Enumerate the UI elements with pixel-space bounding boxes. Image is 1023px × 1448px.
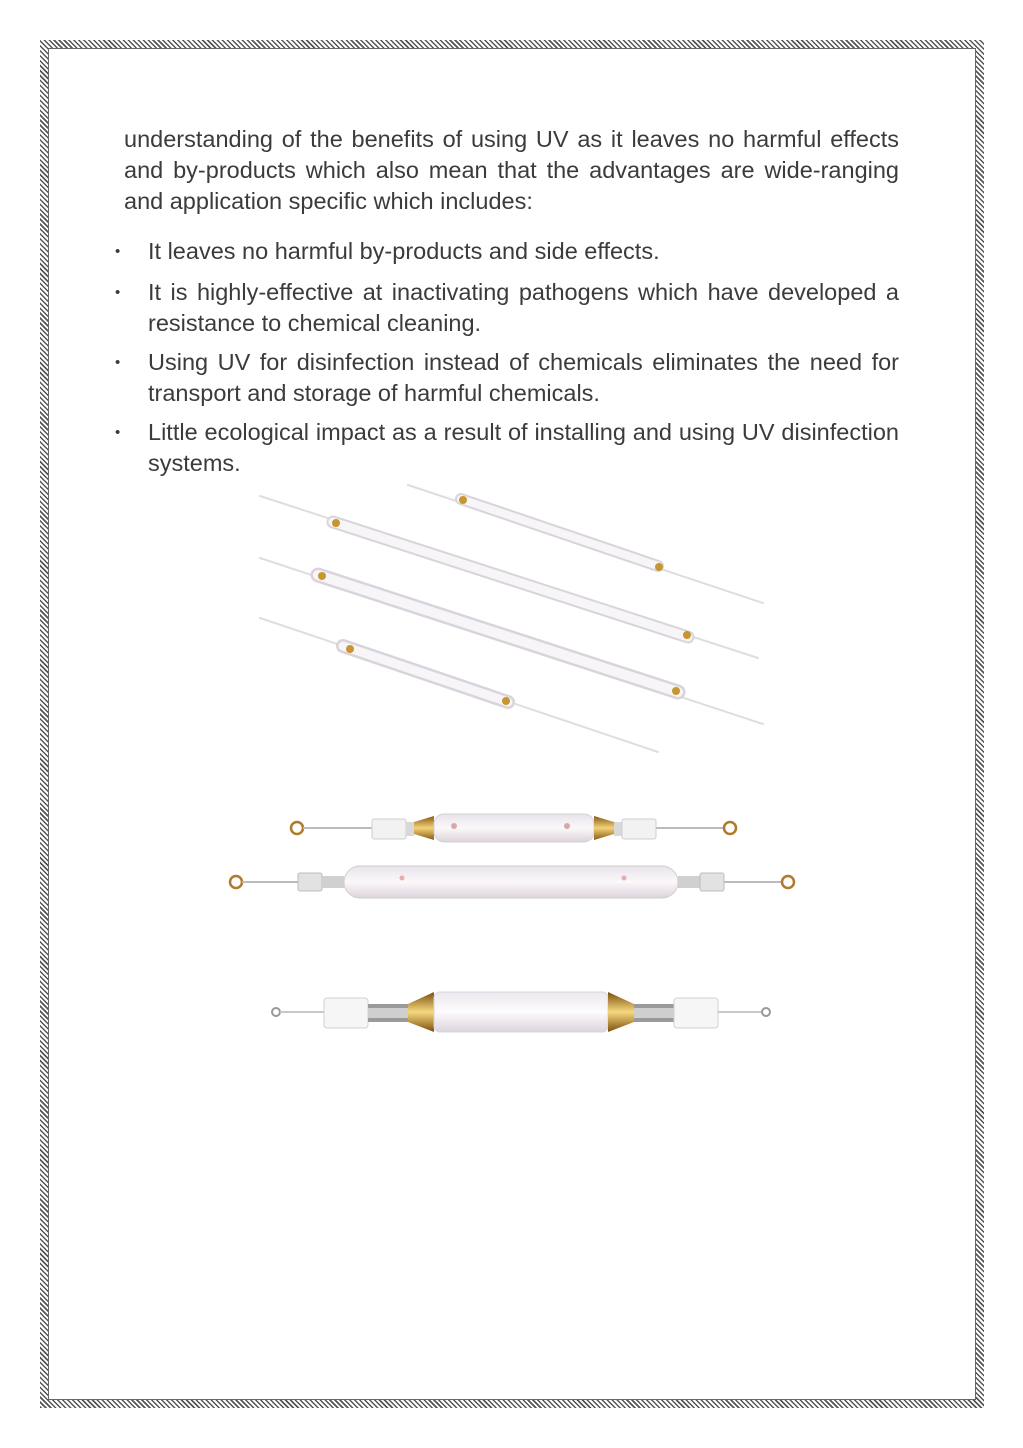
benefits-list [112,236,899,487]
list-item [112,417,899,479]
lamp-shape [291,814,736,842]
list-item [112,277,899,339]
list-item [112,347,899,409]
diagonal-uv-lamps-photo [258,482,766,757]
lamp-shape [260,485,763,752]
horizontal-uv-lamps-photo [222,808,802,916]
lamp-shape [272,992,770,1032]
single-uv-lamp-photo [266,986,776,1048]
list-item [112,236,899,267]
list-item-text: It leaves no harmful by-products and side effects. [148,238,660,264]
bullet-icon: • [115,284,121,301]
list-item-text: Little ecological impact as a result of installing and using UV disinfection systems. [148,419,899,476]
bullet-icon: • [115,243,121,260]
bullet-icon: • [115,424,121,441]
lamp-shape [230,866,794,898]
intro-paragraph: understanding of the benefits of using UV as it leaves no harmful effects and by-products which also mean that the advantages are wide-ranging and application specific which includes: [124,126,899,214]
bullet-icon: • [115,354,121,371]
list-item-text: Using UV for disinfection instead of chemicals eliminates the need for transport and storage of harmful chemicals. [148,349,899,406]
list-item-text: It is highly-effective at inactivating pathogens which have developed a resistance to chemical cleaning. [148,279,899,336]
